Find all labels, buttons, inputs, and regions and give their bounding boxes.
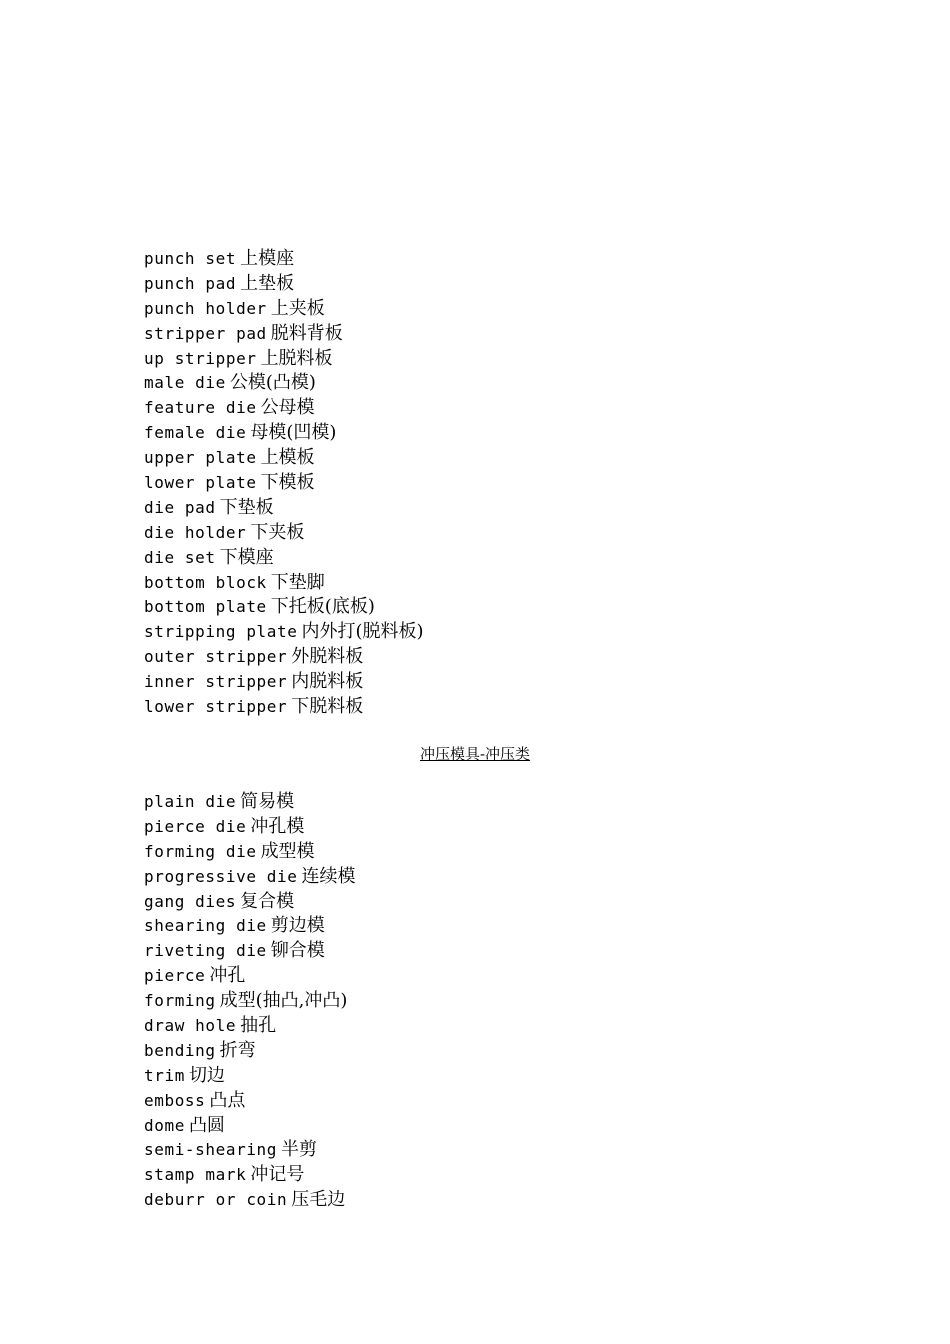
term-english: semi-shearing (144, 1140, 278, 1160)
term-english: stamp mark (144, 1165, 247, 1185)
glossary-entry (144, 446, 844, 471)
glossary-entry (144, 496, 844, 521)
glossary-entry (144, 620, 844, 645)
term-chinese: 脱料背板 (270, 322, 343, 344)
term-english: plain die (144, 792, 237, 811)
term-chinese: 凸圆 (188, 1114, 225, 1136)
term-english: shearing die (144, 916, 267, 936)
term-english: draw hole (144, 1016, 237, 1036)
term-english: female die (144, 423, 247, 443)
term-english: bending (144, 1040, 216, 1060)
term-english: lower plate (144, 473, 257, 493)
term-english: punch holder (144, 298, 267, 318)
term-chinese: 下夹板 (250, 521, 305, 543)
glossary-entry (144, 1163, 844, 1188)
term-chinese: 抽孔 (240, 1015, 277, 1037)
glossary-list-stamping (144, 790, 844, 1213)
term-english: bottom block (144, 572, 267, 592)
term-chinese: 下模板 (260, 472, 315, 494)
glossary-entry (144, 247, 844, 272)
term-english: die set (144, 547, 216, 567)
term-english: emboss (144, 1090, 206, 1110)
glossary-entry (144, 1014, 844, 1039)
glossary-entry (144, 371, 844, 396)
term-english: upper plate (144, 448, 257, 468)
term-english: male die (144, 373, 226, 393)
term-english: feature die (144, 398, 257, 418)
term-chinese: 上脱料板 (260, 347, 333, 369)
term-chinese: 半剪 (281, 1139, 318, 1161)
term-chinese: 上垫板 (240, 272, 295, 294)
term-chinese: 上模板 (260, 447, 315, 469)
term-chinese: 切边 (188, 1064, 225, 1086)
term-chinese: 公模(凸模) (229, 372, 316, 394)
glossary-entry (144, 471, 844, 496)
glossary-entry (144, 790, 844, 815)
term-english: progressive die (144, 866, 298, 886)
glossary-entry (144, 1039, 844, 1064)
term-chinese: 压毛边 (291, 1189, 346, 1211)
term-english: punch pad (144, 273, 237, 293)
term-chinese: 下模座 (219, 546, 274, 568)
term-chinese: 折弯 (219, 1039, 256, 1061)
glossary-entry (144, 322, 844, 347)
term-chinese: 剪边模 (270, 915, 325, 937)
glossary-list-die-parts (144, 247, 844, 720)
glossary-entry (144, 396, 844, 421)
term-english: stripper pad (144, 323, 267, 343)
term-chinese: 成型模 (260, 840, 315, 862)
term-english: inner stripper (144, 672, 288, 692)
term-english: stripping plate (144, 622, 298, 642)
glossary-entry (144, 939, 844, 964)
term-english: deburr or coin (144, 1190, 288, 1210)
glossary-entry (144, 521, 844, 546)
glossary-entry (144, 272, 844, 297)
glossary-entry (144, 1138, 844, 1163)
glossary-entry (144, 670, 844, 695)
term-chinese: 复合模 (240, 890, 295, 912)
glossary-entry (144, 989, 844, 1014)
term-english: gang dies (144, 891, 237, 911)
glossary-entry (144, 347, 844, 372)
term-chinese: 母模(凹模) (250, 422, 337, 444)
term-chinese: 内外打(脱料板) (301, 621, 424, 643)
term-chinese: 简易模 (240, 791, 295, 812)
glossary-entry (144, 964, 844, 989)
term-english: die holder (144, 522, 247, 542)
term-english: lower stripper (144, 697, 288, 717)
term-english: riveting die (144, 941, 267, 961)
term-chinese: 下托板(底板) (270, 596, 375, 618)
term-english: forming (144, 991, 216, 1011)
term-english: punch set (144, 249, 237, 268)
glossary-entry (144, 1188, 844, 1213)
section-heading: 冲压模具-冲压类 (419, 745, 531, 763)
glossary-entry (144, 815, 844, 840)
term-chinese: 下脱料板 (291, 696, 364, 718)
term-chinese: 公母模 (260, 397, 315, 419)
glossary-entry (144, 645, 844, 670)
glossary-entry (144, 595, 844, 620)
term-english: bottom plate (144, 597, 267, 617)
term-chinese: 冲孔模 (250, 815, 305, 837)
term-english: outer stripper (144, 647, 288, 667)
term-chinese: 冲孔 (209, 965, 246, 987)
glossary-entry (144, 1064, 844, 1089)
term-chinese: 上夹板 (270, 297, 325, 319)
glossary-entry (144, 421, 844, 446)
glossary-entry (144, 297, 844, 322)
term-english: pierce die (144, 816, 247, 836)
term-chinese: 上模座 (240, 248, 295, 269)
glossary-entry (144, 1089, 844, 1114)
term-chinese: 连续模 (301, 865, 356, 887)
term-chinese: 冲记号 (250, 1164, 305, 1186)
term-english: pierce (144, 966, 206, 986)
term-english: dome (144, 1115, 185, 1135)
term-chinese: 铆合模 (270, 940, 325, 962)
glossary-entry (144, 890, 844, 915)
term-chinese: 内脱料板 (291, 671, 364, 693)
glossary-entry (144, 914, 844, 939)
glossary-entry (144, 1114, 844, 1139)
glossary-entry (144, 546, 844, 571)
term-english: forming die (144, 841, 257, 861)
glossary-entry (144, 840, 844, 865)
term-chinese: 下垫脚 (270, 571, 325, 593)
term-english: trim (144, 1065, 185, 1085)
term-english: up stripper (144, 348, 257, 368)
term-chinese: 成型(抽凸,冲凸) (219, 990, 348, 1012)
term-chinese: 下垫板 (219, 496, 274, 518)
glossary-entry (144, 695, 844, 720)
term-chinese: 凸点 (209, 1089, 246, 1111)
term-english: die pad (144, 497, 216, 517)
glossary-entry (144, 571, 844, 596)
glossary-entry (144, 865, 844, 890)
term-chinese: 外脱料板 (291, 646, 364, 668)
